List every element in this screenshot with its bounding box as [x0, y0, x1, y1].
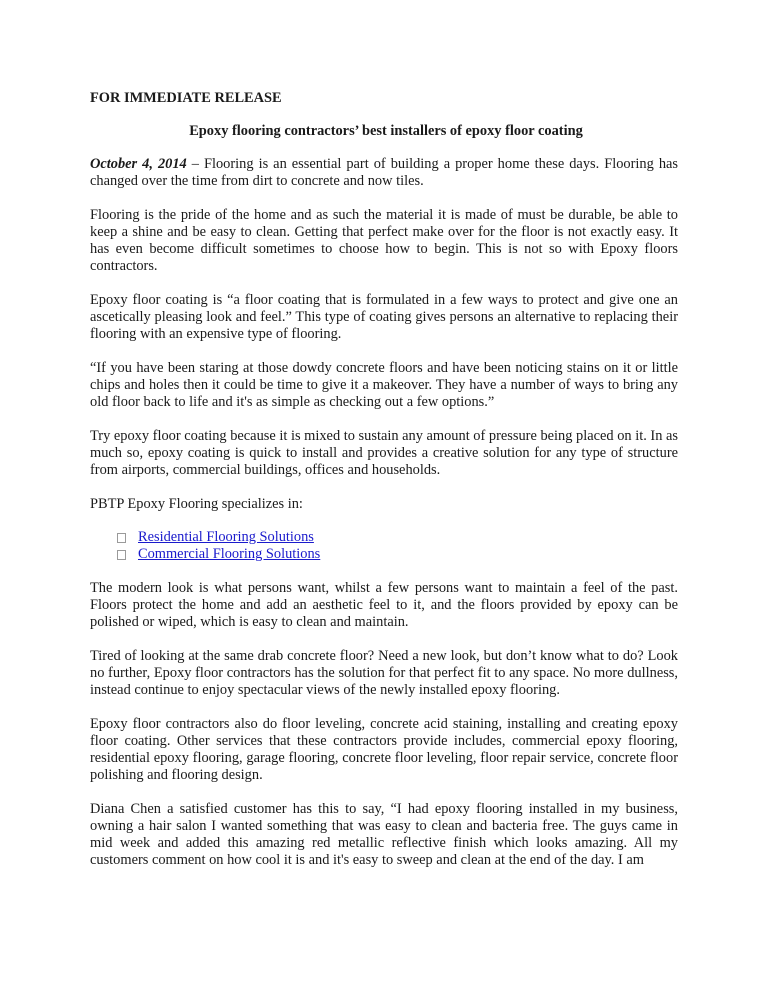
paragraph-testimonial: Diana Chen a satisfied customer has this to say, “I had epoxy flooring installed in my business, owning a hair salon I wanted something that was easy to clean and bacteria free. The guys came in mid week and added this amazing red metallic reflective finish which looks amazing. All my customers comment on how cool it is and it's easy to sweep and clean at the end of the day. I am [90, 801, 678, 868]
services-list [90, 529, 678, 563]
specializes-intro: PBTP Epoxy Flooring specializes in: [90, 496, 303, 512]
paragraph-definition: Epoxy floor coating is “a floor coating that is formulated in a few ways to protect and give one an ascetically pleasing look and feel.” This type of coating gives persons an alternative to replacing their flooring with an expensive type of flooring. [90, 292, 678, 342]
list-item [117, 546, 678, 563]
commercial-flooring-link[interactable]: Commercial Flooring Solutions [138, 546, 321, 562]
paragraph-tired: Tired of looking at the same drab concrete floor? Need a new look, but don’t know what to do? Look no further, Epoxy floor contractors has the solution for that perfect fit to any space. No more dullness, instead continue to enjoy spectacular views of the newly installed epoxy flooring. [90, 648, 678, 698]
paragraph-services: Epoxy floor contractors also do floor leveling, concrete acid staining, installing and creating epoxy floor coating. Other services that these contractors provide includes, commercial epoxy flooring, residential epoxy flooring, garage flooring, concrete floor leveling, floor repair service, concrete floor polishing and flooring design. [90, 716, 678, 783]
paragraph-durable: Flooring is the pride of the home and as such the material it is made of must be durable, be able to keep a shine and be easy to clean. Getting that perfect make over for the floor is not exactly easy. It has even become difficult sometimes to choose how to begin. This is not so with Epoxy floors contractors. [90, 207, 678, 274]
list-item [117, 529, 678, 546]
document-page [90, 90, 678, 869]
intro-paragraph [90, 156, 678, 190]
residential-flooring-link[interactable]: Residential Flooring Solutions [138, 529, 314, 545]
paragraph-quote: “If you have been staring at those dowdy concrete floors and have been noticing stains on it or little chips and holes then it could be time to give it a makeover. They have a number of ways to bring any old floor back to life and it's as simple as checking out a few options.” [90, 360, 678, 410]
checkbox-bullet-icon [117, 533, 126, 543]
checkbox-bullet-icon [117, 550, 126, 560]
paragraph-try: Try epoxy floor coating because it is mixed to sustain any amount of pressure being placed on it. In as much so, epoxy coating is quick to install and provides a creative solution for any type of structure from airports, commercial buildings, offices and households. [90, 428, 678, 478]
paragraph-modern-look: The modern look is what persons want, whilst a few persons want to maintain a feel of the past. Floors protect the home and add an aesthetic feel to it, and the floors provided by epoxy can be polished or wiped, which is easy to clean and maintain. [90, 580, 678, 630]
dateline: October 4, 2014 [90, 156, 187, 172]
release-label: FOR IMMEDIATE RELEASE [90, 90, 282, 106]
intro-text: – Flooring is an essential part of building a proper home these days. Flooring has changed over the time from dirt to concrete and now tiles. [90, 156, 678, 189]
headline: Epoxy flooring contractors’ best installers of epoxy floor coating [189, 123, 583, 139]
